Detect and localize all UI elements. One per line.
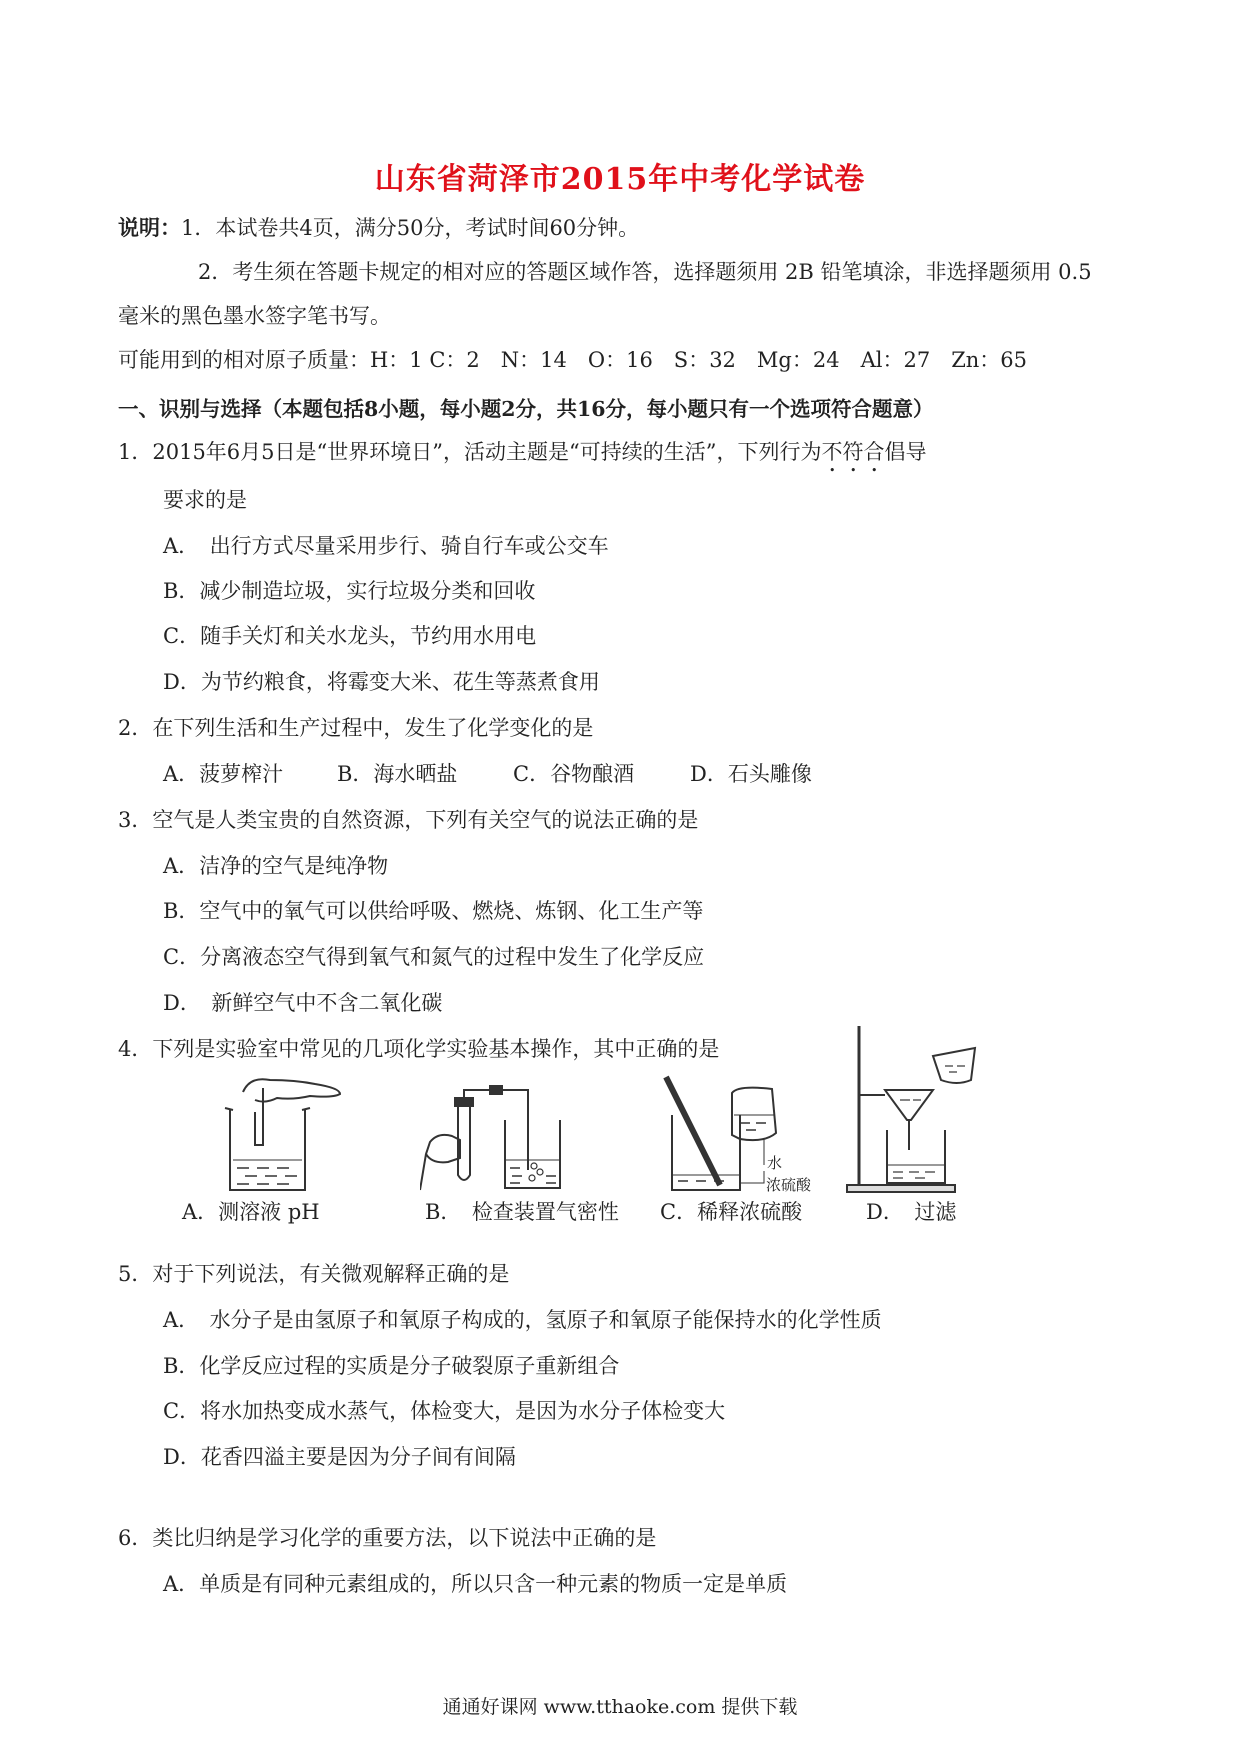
question-1-text: 1．2015年6月5日是“世界环境日”，活动主题是“可持续的生活”，下列行为 [118, 440, 822, 464]
question-1-emphasis: 不符合 [821, 440, 885, 464]
notes-item-2: 2．考生须在答题卡规定的相对应的答题区域作答，选择题须用 2B 铅笔填涂，非选择题须用 0.5 [198, 260, 1092, 284]
question-6-option-a: A．单质是有同种元素组成的，所以只含一种元素的物质一定是单质 [163, 1572, 788, 1596]
label-water: 水 [767, 1154, 783, 1172]
question-1-option-d: D．为节约粮食，将霉变大米、花生等蒸煮食用 [163, 670, 600, 694]
notes-item-2-cont: 毫米的黑色墨水签字笔书写。 [118, 304, 391, 328]
question-3-option-a: A．洁净的空气是纯净物 [163, 854, 389, 878]
figure-caption-d: D． 过滤 [866, 1200, 957, 1224]
question-5-option-c: C．将水加热变成水蒸气，体检变大，是因为水分子体检变大 [163, 1399, 726, 1423]
notes-label: 说明： [118, 215, 181, 240]
question-4-stem: 4．下列是实验室中常见的几项化学实验基本操作，其中正确的是 [118, 1037, 720, 1061]
airtightness-illustration [420, 1080, 570, 1195]
question-1-stem-cont: 要求的是 [163, 488, 247, 512]
label-concentrated-acid: 浓硫酸 [766, 1176, 812, 1194]
question-5-stem: 5．对于下列说法，有关微观解释正确的是 [118, 1262, 510, 1286]
question-5-option-a: A． 水分子是由氢原子和氧原子构成的，氢原子和氧原子能保持水的化学性质 [163, 1308, 882, 1332]
question-3-option-b: B．空气中的氧气可以供给呼吸、燃烧、炼钢、化工生产等 [163, 899, 704, 923]
page-title: 山东省菏泽市2015年中考化学试卷 [374, 162, 866, 197]
question-2-option-d: D．石头雕像 [690, 762, 812, 786]
section-heading: 一、识别与选择（本题包括8小题，每小题2分，共16分，每小题只有一个选项符合题意） [118, 397, 934, 421]
figure-caption-a: A．测溶液 pH [182, 1200, 320, 1224]
question-1-option-a: A． 出行方式尽量采用步行、骑自行车或公交车 [163, 534, 609, 558]
filtration-illustration [845, 1020, 980, 1195]
figure-filtration [845, 1020, 980, 1195]
question-1-option-b: B．减少制造垃圾，实行垃圾分类和回收 [163, 579, 536, 603]
question-2-option-c: C．谷物酿酒 [513, 762, 635, 786]
question-5-option-d: D．花香四溢主要是因为分子间有间隔 [163, 1445, 516, 1469]
question-2-option-a: A．菠萝榨汁 [163, 762, 284, 786]
question-6-stem: 6．类比归纳是学习化学的重要方法，以下说法中正确的是 [118, 1526, 657, 1550]
question-3-option-c: C．分离液态空气得到氧气和氮气的过程中发生了化学反应 [163, 945, 705, 969]
question-1-stem [118, 436, 926, 477]
question-3-stem: 3．空气是人类宝贵的自然资源，下列有关空气的说法正确的是 [118, 808, 699, 832]
figure-airtightness [420, 1080, 570, 1195]
question-1-option-c: C．随手关灯和关水龙头，节约用水用电 [163, 624, 537, 648]
question-1-text-end: 倡导 [884, 440, 927, 464]
atomic-masses: 可能用到的相对原子质量：H：1 C：2 N：14 O：16 S：32 Mg：24 Al：27 Zn：65 [118, 348, 1028, 372]
figure-ph-test [215, 1070, 355, 1195]
notes-line-1 [118, 212, 639, 242]
question-2-option-b: B．海水晒盐 [337, 762, 458, 786]
figure-caption-c: C．稀释浓硫酸 [660, 1200, 803, 1224]
footer-credit: 通通好课网 www.tthaoke.com 提供下载 [442, 1696, 798, 1718]
notes-item-1: 1．本试卷共4页，满分50分，考试时间60分钟。 [181, 216, 640, 240]
beaker-ph-illustration [215, 1070, 355, 1195]
question-5-option-b: B．化学反应过程的实质是分子破裂原子重新组合 [163, 1354, 620, 1378]
question-3-option-d: D． 新鲜空气中不含二氧化碳 [163, 991, 443, 1015]
figure-caption-b: B． 检查装置气密性 [425, 1200, 619, 1224]
question-2-stem: 2．在下列生活和生产过程中，发生了化学变化的是 [118, 716, 594, 740]
